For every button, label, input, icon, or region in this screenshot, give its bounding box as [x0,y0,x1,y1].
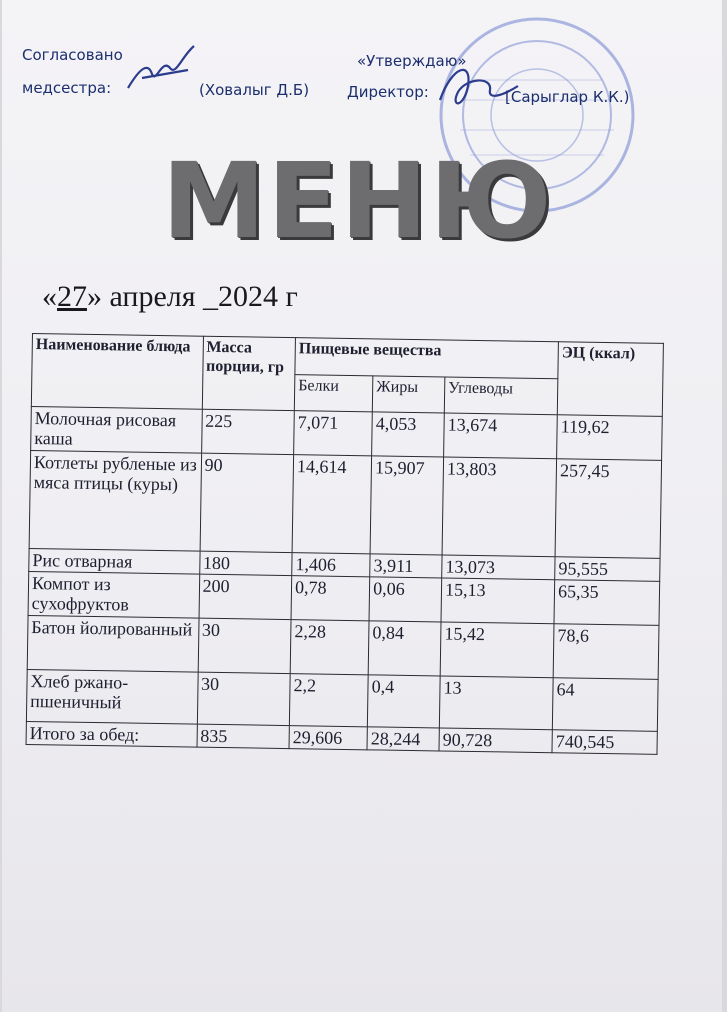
nurse-signature [122,38,202,98]
cell-dish: Компот из сухофруктов [28,571,199,618]
cell-mass: 225 [201,409,294,454]
cell-energy: 257,45 [555,459,661,559]
header-fat: Жиры [372,375,445,413]
cell-protein: 7,071 [294,411,373,456]
cell-energy: 740,545 [552,730,657,755]
director-name: [Сарыглар К.К.) [505,88,630,106]
page-title: МЕНЮ [162,140,554,262]
cell-dish: Батон йолированный [27,615,198,672]
cell-energy: 95,555 [555,557,660,582]
director-label: Директор: [347,83,429,101]
cell-carbs: 90,728 [439,728,552,753]
cell-mass: 200 [199,574,292,619]
cell-dish: Итого за обед: [26,721,197,747]
menu-date [42,280,298,314]
cell-carbs: 13,073 [442,555,555,580]
cell-dish: Молочная рисовая каша [31,406,202,453]
cell-carbs: 15,13 [441,578,555,624]
approve-label: «Утверждаю» [357,52,467,70]
cell-dish: Хлеб ржано-пшеничный [26,669,197,724]
header-mass: Масса порции, гр [202,336,296,410]
cell-fat: 3,911 [370,554,442,578]
cell-fat: 15,907 [370,456,443,555]
nurse-label: медсестра: [22,79,112,97]
date-day: 27 [57,280,87,313]
cell-mass: 30 [197,672,290,725]
table-row [27,615,659,679]
cell-carbs: 15,42 [440,622,554,678]
menu-document [2,0,722,1012]
cell-fat: 0,4 [368,675,441,728]
cell-carbs: 13 [439,676,553,730]
cell-dish: Котлеты рубленые из мяса птицы (куры) [29,450,201,551]
cell-protein: 1,406 [292,553,370,577]
cell-mass: 90 [200,453,294,552]
header-energy: ЭЦ (ккал) [557,342,663,417]
header-nutrients: Пищевые вещества [295,338,559,379]
date-rest: » апреля _2024 г [87,280,298,313]
cell-protein: 2,2 [289,674,368,727]
cell-carbs: 13,674 [444,413,558,459]
date-open: « [42,280,57,313]
header-protein: Белки [294,374,373,412]
cell-fat: 0,84 [368,621,441,676]
cell-mass: 835 [197,724,290,748]
director-signature [432,56,522,116]
nurse-name: (Ховалыг Д.Б) [199,81,310,99]
menu-table [26,333,664,755]
cell-dish: Рис отварная [29,548,200,574]
cell-fat: 0,06 [369,577,442,622]
cell-energy: 78,6 [553,624,659,680]
cell-protein: 2,28 [290,620,369,675]
cell-energy: 64 [552,678,658,732]
table-row [29,450,661,558]
cell-protein: 29,606 [289,726,367,750]
header-carbs: Углеводы [444,376,558,414]
agreed-label: Согласовано [22,46,123,64]
cell-mass: 180 [199,551,292,575]
cell-fat: 4,053 [372,412,445,457]
cell-energy: 65,35 [554,580,660,626]
cell-energy: 119,62 [557,415,663,461]
cell-mass: 30 [198,618,291,673]
table-header-row [32,334,663,380]
cell-protein: 14,614 [292,455,372,554]
cell-carbs: 13,803 [442,457,557,557]
cell-fat: 28,244 [367,727,439,751]
header-dish: Наименование блюда [31,334,203,410]
cell-protein: 0,78 [291,576,370,621]
